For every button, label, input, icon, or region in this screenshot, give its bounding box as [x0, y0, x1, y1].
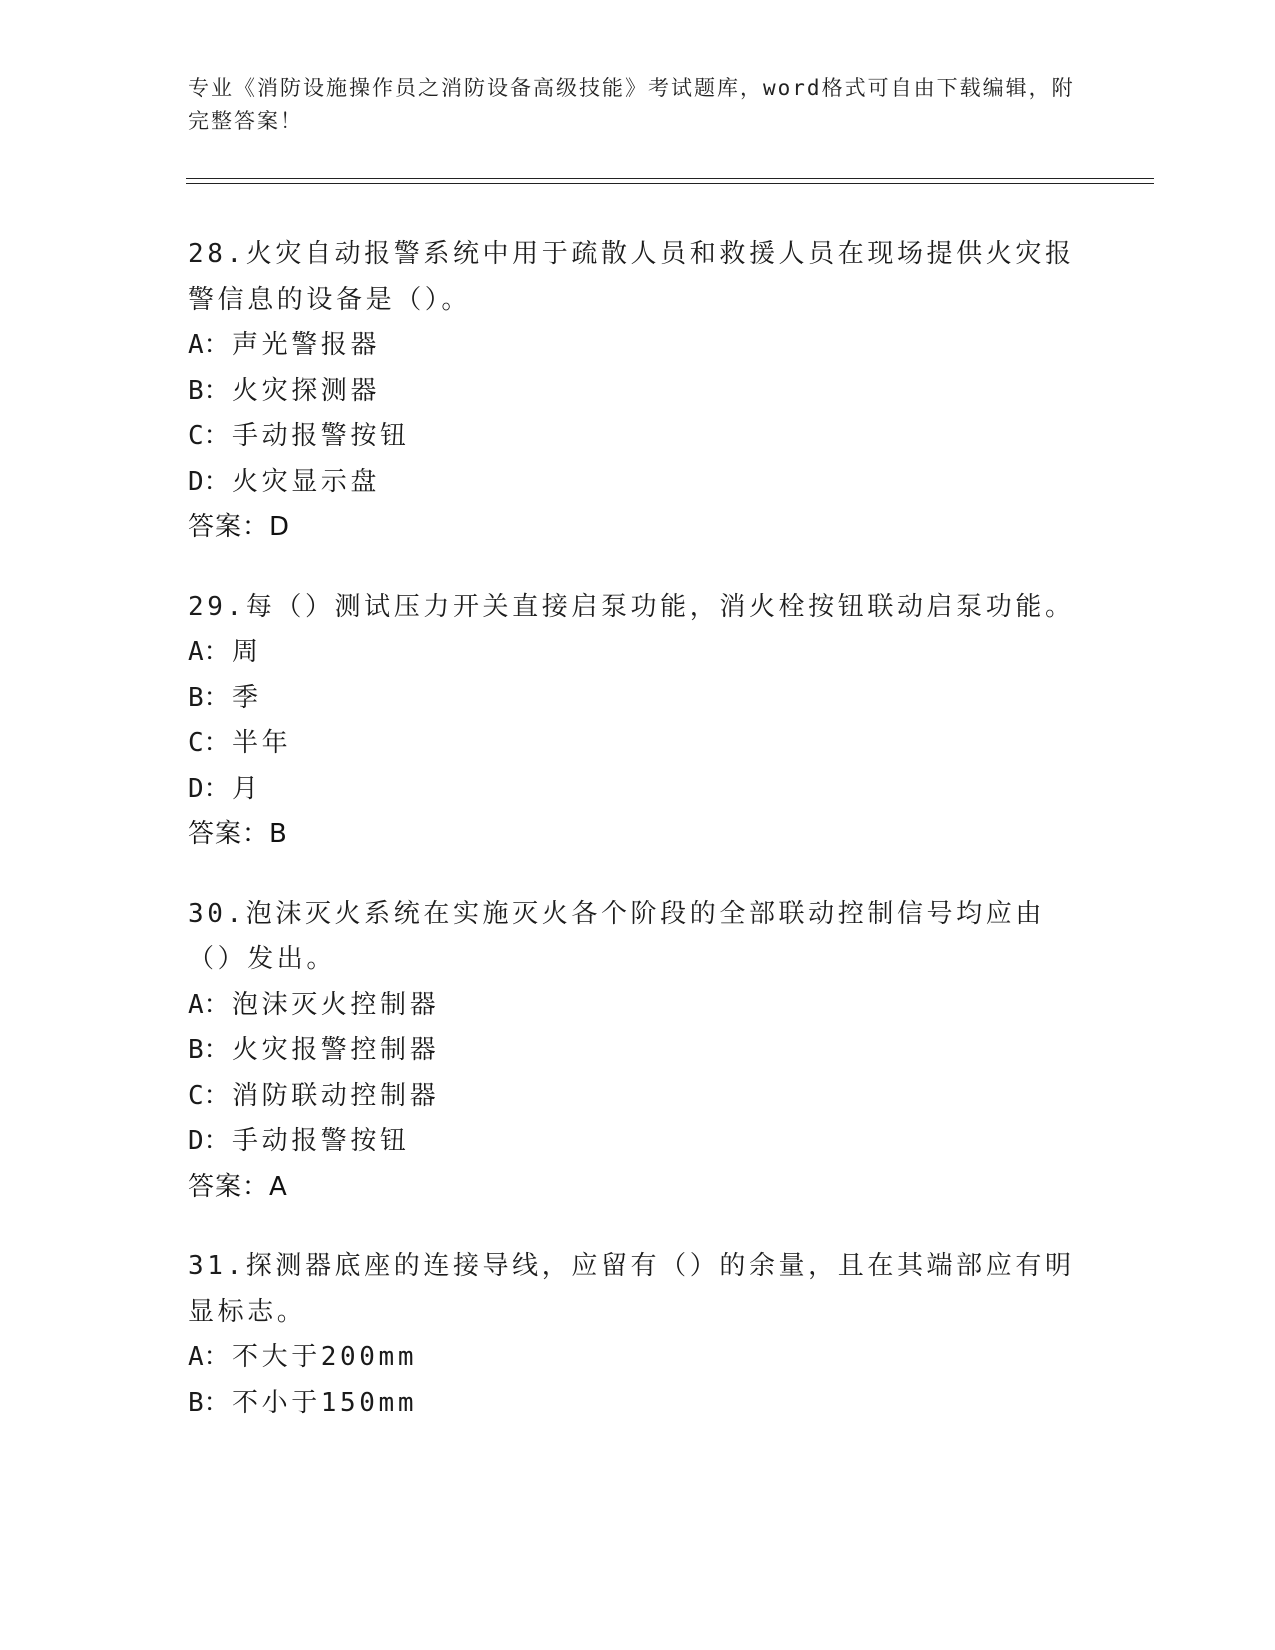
option-c [188, 414, 1088, 460]
option-text: 火灾报警控制器 [232, 1035, 440, 1065]
option-letter: D： [188, 773, 230, 804]
answer-line: 答案：D [188, 512, 291, 542]
option-letter: D： [188, 1126, 230, 1156]
answer-line: 答案：B [188, 819, 288, 849]
option-letter: B： [188, 375, 230, 406]
answer-line: 答案：A [188, 1171, 288, 1202]
option-b [188, 1381, 1088, 1427]
question-list [188, 232, 1088, 1460]
option-text: 手动报警按钮 [232, 1126, 410, 1156]
option-b [188, 369, 1088, 415]
option-text: 火灾显示盘 [232, 466, 381, 497]
option-letter: A： [188, 330, 230, 360]
question-30 [188, 892, 1088, 1211]
option-a [188, 1335, 1088, 1381]
option-letter: B： [188, 682, 230, 713]
option-letter: B： [188, 1035, 230, 1065]
option-letter: A： [188, 989, 230, 1020]
question-31 [188, 1244, 1088, 1426]
option-c [188, 1074, 1088, 1120]
option-a [188, 983, 1088, 1029]
question-28 [188, 232, 1088, 551]
question-stem: 30.泡沫灭火系统在实施灭火各个阶段的全部联动控制信号均应由（）发出。 [188, 898, 1045, 974]
option-text: 半年 [232, 728, 292, 758]
option-d [188, 1119, 1088, 1165]
option-d [188, 767, 1088, 813]
option-a [188, 630, 1088, 676]
option-c [188, 721, 1088, 767]
option-text: 声光警报器 [232, 330, 381, 360]
option-d [188, 460, 1088, 506]
document-header: 专业《消防设施操作员之消防设备高级技能》考试题库，word格式可自由下载编辑，附完整答案！ [188, 76, 1075, 133]
option-letter: A： [188, 637, 230, 667]
option-letter: D： [188, 466, 230, 497]
option-text: 周 [232, 637, 262, 667]
option-letter: C： [188, 1080, 230, 1111]
option-text: 消防联动控制器 [232, 1080, 440, 1111]
option-letter: C： [188, 421, 230, 451]
option-b [188, 1028, 1088, 1074]
question-stem: 31.探测器底座的连接导线，应留有（）的余量，且在其端部应有明显标志。 [188, 1251, 1075, 1327]
option-text: 泡沫灭火控制器 [232, 989, 440, 1020]
question-stem: 29.每（）测试压力开关直接启泵功能，消火栓按钮联动启泵功能。 [188, 591, 1075, 622]
option-b [188, 676, 1088, 722]
option-text: 火灾探测器 [232, 375, 381, 406]
option-text: 不大于200mm [232, 1342, 418, 1372]
option-a [188, 323, 1088, 369]
header-divider-bottom [186, 183, 1154, 184]
option-letter: B： [188, 1387, 230, 1418]
option-text: 手动报警按钮 [232, 421, 410, 451]
option-text: 月 [232, 773, 262, 804]
question-stem: 28.火灾自动报警系统中用于疏散人员和救援人员在现场提供火灾报警信息的设备是（）。 [188, 239, 1075, 315]
header-divider-top [186, 178, 1154, 179]
option-text: 不小于150mm [232, 1387, 418, 1418]
option-letter: A： [188, 1342, 230, 1372]
option-letter: C： [188, 728, 230, 758]
question-29 [188, 585, 1088, 858]
option-text: 季 [232, 682, 262, 713]
